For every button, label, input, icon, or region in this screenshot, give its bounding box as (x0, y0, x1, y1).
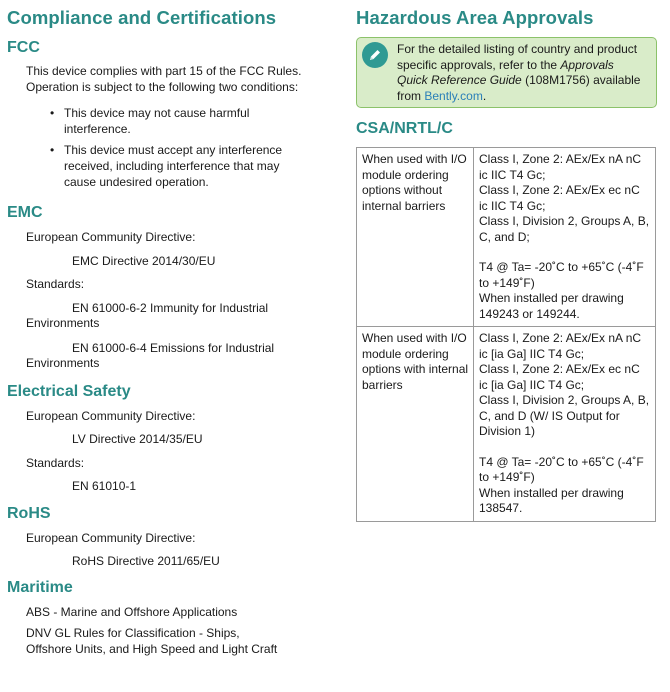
heading-maritime: Maritime (7, 578, 73, 596)
pencil-icon (362, 42, 388, 68)
approvals-note-box (356, 37, 657, 108)
fcc-conditions-list (7, 105, 337, 190)
table-row (357, 327, 656, 522)
rohs-directive: RoHS Directive 2011/65/EU (72, 554, 220, 568)
maritime-item-dnv: DNV GL Rules for Classification - Ships, Offshore Units, and High Speed and Light Craft (26, 626, 278, 656)
electrical-directive: LV Directive 2014/35/EU (72, 432, 203, 446)
maritime-item-abs: ABS - Marine and Offshore Applications (26, 604, 238, 619)
guide-title: Approvals Quick Reference Guide (397, 57, 614, 87)
left-column (7, 0, 337, 657)
table-row (357, 148, 656, 327)
csa-approvals-table (356, 147, 656, 522)
fcc-intro: This device complies with part 15 of the FCC Rules. Operation is subject to the following two conditions: (26, 64, 302, 94)
heading-emc: EMC (7, 204, 43, 221)
section-title-compliance: Compliance and Certifications (7, 7, 277, 28)
list-item: • This device may not cause harmful interference. (50, 106, 250, 136)
emc-standard-2: EN 61000-6-4 Emissions for Industrial Environments (26, 340, 275, 370)
emc-directive: EMC Directive 2014/30/EU (72, 253, 216, 268)
emc-standard-1: EN 61000-6-2 Immunity for Industrial Environments (26, 300, 269, 330)
rohs-directive-label: European Community Directive: (26, 530, 196, 545)
heading-csa: CSA/NRTL/C (356, 120, 453, 137)
bullet-icon: • (50, 106, 55, 120)
emc-directive-label: European Community Directive: (26, 230, 196, 244)
emc-standards-label: Standards: (26, 277, 85, 291)
heading-rohs: RoHS (7, 504, 51, 522)
heading-fcc: FCC (7, 39, 40, 56)
electrical-standard: EN 61010-1 (72, 479, 137, 493)
rating-cell: Class I, Zone 2: AEx/Ex nA nC ic IIC T4 Gc; Class I, Zone 2: AEx/Ex ec nC ic IIC T4 Gc; Class I, Division 2, Groups A, B, C, and D; T4 @ Ta= -20˚C to +65˚C (-4˚F to +149˚F) When installed per drawing 149243 or 149244. (474, 148, 656, 327)
electrical-standards-label: Standards: (26, 455, 85, 470)
note-text: For the detailed listing of country and product specific approvals, refer to the Approvals Quick Reference Guide (108M1756) available from Bently.com. (397, 42, 641, 103)
list-item: • This device must accept any interference received, including interference that may cause undesired operation. (50, 143, 283, 189)
electrical-directive-label: European Community Directive: (26, 408, 196, 423)
heading-electrical-safety: Electrical Safety (7, 382, 131, 400)
section-title-hazardous: Hazardous Area Approvals (356, 7, 594, 28)
condition-cell: When used with I/O module ordering options without internal barriers (357, 148, 474, 327)
condition-cell: When used with I/O module ordering options with internal barriers (357, 327, 474, 522)
bullet-icon: • (50, 143, 55, 157)
rating-cell: Class I, Zone 2: AEx/Ex nA nC ic [ia Ga] IIC T4 Gc; Class I, Zone 2: AEx/Ex ec nC ic [ia Ga] IIC T4 Gc; Class I, Division 2, Groups A, B, C, and D (W/ IS Output for Division 1) T4 @ Ta= -20˚C to +65˚C (-4˚F to +149˚F) When installed per drawing 138547. (474, 327, 656, 522)
bently-link[interactable]: Bently.com (424, 88, 483, 103)
